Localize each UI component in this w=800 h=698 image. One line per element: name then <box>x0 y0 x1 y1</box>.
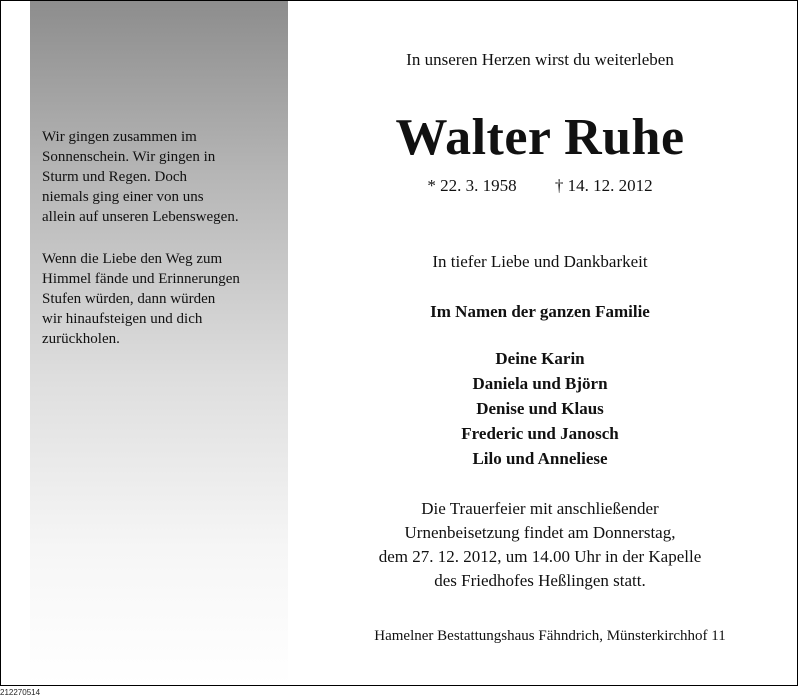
family-member: Denise und Klaus <box>476 399 604 418</box>
poem-stanza-2: Wenn die Liebe den Weg zum Himmel fände und Erinnerungen Stufen würden, dann würden wir hinaufsteigen und dich zurückholen. <box>42 251 240 347</box>
service-details: Die Trauerfeier mit anschließender Urnenbeisetzung findet am Donnerstag, dem 27. 12. 2012, um 14.00 Uhr in der Kapelle des Friedhofes Heßlingen statt. <box>378 499 702 590</box>
reference-number: 212270514 <box>0 688 41 697</box>
family-heading: Im Namen der ganzen Familie <box>430 302 650 321</box>
undertaker-line: Hamelner Bestattungshaus Fähndrich, Münsterkirchhof 11 <box>374 628 726 644</box>
poem-stanza-1: Wir gingen zusammen im Sonnenschein. Wir gingen in Sturm und Regen. Doch niemals ging einer von uns allein auf unseren Lebenswegen. <box>42 129 239 225</box>
family-list <box>330 346 750 471</box>
family-member: Daniela und Björn <box>472 374 608 393</box>
motto-line: In unseren Herzen wirst du weiterleben <box>406 50 674 69</box>
family-member: Frederic und Janosch <box>461 424 619 443</box>
death-date: † 14. 12. 2012 <box>554 176 653 195</box>
family-member: Lilo und Anneliese <box>472 449 608 468</box>
deceased-name: Walter Ruhe <box>395 109 685 166</box>
dedication-line: In tiefer Liebe und Dankbarkeit <box>432 252 648 271</box>
family-member: Deine Karin <box>495 349 585 368</box>
life-dates <box>330 176 750 196</box>
birth-date: * 22. 3. 1958 <box>427 176 517 195</box>
